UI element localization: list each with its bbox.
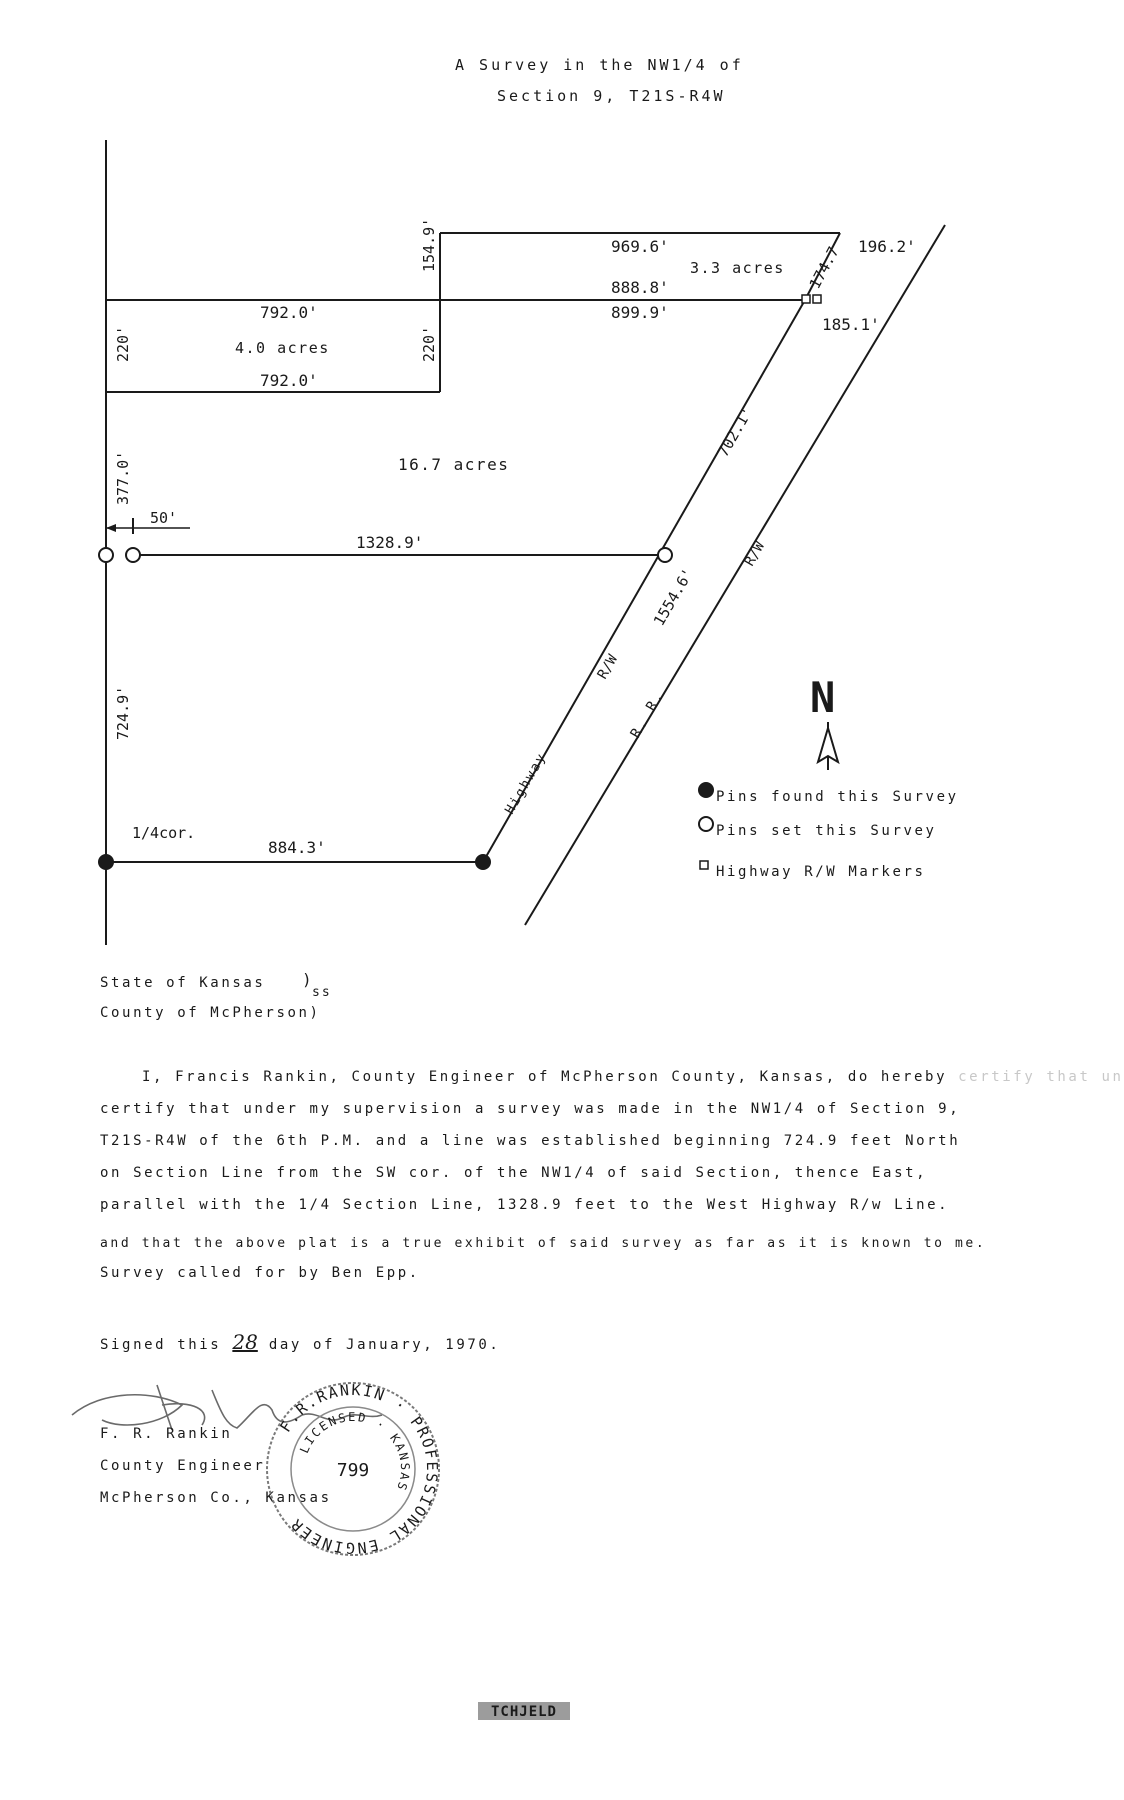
title-line-2: Section 9, T21S-R4W [497, 87, 726, 105]
certificate-line-7: Survey called for by Ben Epp. [100, 1265, 420, 1281]
quarter-corner-label: 1/4cor. [132, 824, 196, 842]
svg-text:F.R.RANKIN · PROFESSIONAL ENGI: F.R.RANKIN · PROFESSIONAL ENGINEER [276, 1380, 442, 1558]
dim-1328-9: 1328.9' [356, 533, 424, 552]
dim-724-9: 724.9' [114, 685, 132, 740]
dim-220-right: 220' [420, 325, 438, 362]
svg-text:799: 799 [336, 1460, 370, 1481]
dim-196-2: 196.2' [858, 237, 916, 256]
signer-title: County Engineer [100, 1458, 266, 1474]
dim-174-7: 174.7 [805, 243, 843, 292]
highway-label: Highway [502, 749, 550, 817]
title-line-1: A Survey in the NW1/4 of [455, 56, 744, 74]
dim-702-1: 702.1' [713, 404, 757, 460]
dim-1554-6: 1554.6' [649, 565, 698, 629]
north-label: N [810, 673, 836, 722]
legend-pins-found: Pins found this Survey [716, 789, 959, 805]
area-3-3: 3.3 acres [690, 259, 785, 277]
dim-185-1: 185.1' [822, 315, 880, 334]
legend-pins-set: Pins set this Survey [716, 823, 937, 839]
signed-day: 28 [232, 1330, 258, 1354]
pin-set [658, 548, 672, 562]
dim-888-8: 888.8' [611, 278, 669, 297]
certificate-line-3: T21S-R4W of the 6th P.M. and a line was established beginning 724.9 feet North [100, 1133, 961, 1149]
highway-rw-marker [802, 295, 810, 303]
pin-set [126, 548, 140, 562]
signer-county: McPherson Co., Kansas [100, 1490, 332, 1506]
svg-text:LICENSED · KANSAS: LICENSED · KANSAS [297, 1409, 413, 1494]
dim-792-top: 792.0' [260, 303, 318, 322]
dim-154-9: 154.9' [420, 217, 438, 272]
dim-50: 50' [150, 509, 178, 527]
pin-found [475, 854, 491, 870]
dim-220-left: 220' [114, 325, 132, 362]
railroad-rw-label: R/W [741, 539, 769, 569]
svg-text:TCHJELD: TCHJELD [490, 1704, 558, 1720]
highway-rw-label: R/W [594, 652, 622, 682]
certificate-line-1-faint: certify that un [958, 1069, 1124, 1085]
railroad-label: R. R. [627, 687, 668, 741]
dim-969-6: 969.6' [611, 237, 669, 256]
dim-50-arrow [106, 524, 116, 532]
area-4-0: 4.0 acres [235, 339, 330, 357]
venue-state: State of Kansas [100, 975, 266, 991]
signed-line [100, 1330, 500, 1354]
legend-highway-markers: Highway R/W Markers [716, 864, 926, 880]
dim-884-3: 884.3' [268, 838, 326, 857]
certificate-line-1 [142, 1069, 1124, 1085]
certificate-line-6: and that the above plat is a true exhibit of said survey as far as it is known to me. [100, 1236, 987, 1251]
signed-suffix: day of January, 1970. [268, 1337, 501, 1353]
venue-ss: ss [312, 985, 332, 1000]
legend-pin-set-icon [699, 817, 713, 831]
dim-377-0: 377.0' [114, 450, 132, 505]
legend-pin-found-icon [698, 782, 714, 798]
signed-prefix: Signed this [100, 1337, 222, 1353]
pin-set [99, 548, 113, 562]
highway-rw-marker [813, 295, 821, 303]
pin-found [98, 854, 114, 870]
north-arrow-icon [818, 722, 838, 770]
engineer-seal [262, 1378, 444, 1560]
certificate-line-4: on Section Line from the SW cor. of the NW1/4 of said Section, thence East, [100, 1165, 928, 1181]
file-stamp [478, 1700, 574, 1722]
area-16-7: 16.7 acres [398, 455, 510, 474]
certificate-line-2: certify that under my supervision a survey was made in the NW1/4 of Section 9, [100, 1101, 961, 1117]
signer-name: F. R. Rankin [100, 1426, 233, 1442]
certificate-line-5: parallel with the 1/4 Section Line, 1328.9 feet to the West Highway R/w Line. [100, 1197, 950, 1213]
legend-marker-icon [700, 861, 708, 869]
railroad-rw-line [525, 225, 945, 925]
venue-county: County of McPherson) [100, 1005, 321, 1021]
venue-paren: ) [302, 970, 314, 989]
dim-792-bottom: 792.0' [260, 371, 318, 390]
dim-899-9: 899.9' [611, 303, 669, 322]
certificate-line-1-text: I, Francis Rankin, County Engineer of McPherson County, Kansas, do hereby [142, 1069, 948, 1085]
